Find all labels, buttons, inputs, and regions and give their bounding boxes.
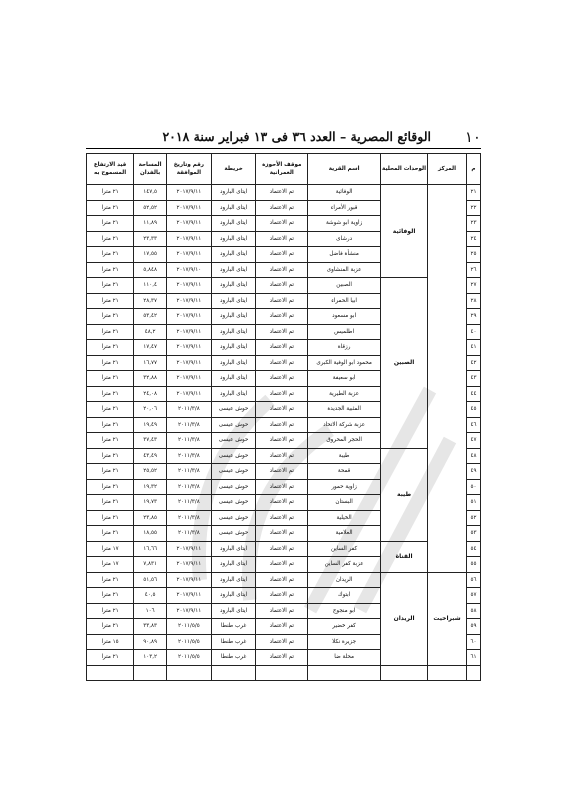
cell-village: ابو منجوج: [308, 603, 381, 619]
cell-status: تم الاعتماد: [256, 402, 308, 418]
cell-area: ١٤٧,٥: [134, 185, 167, 201]
cell-num: ٢١: [466, 185, 480, 201]
cell-map: ايتاى البارود: [211, 231, 256, 247]
cell-height: ٢١ مترا: [87, 526, 134, 542]
cell-status: تم الاعتماد: [256, 433, 308, 449]
cell-village: الوفائية: [308, 185, 381, 201]
cell-num: ٢٦: [466, 262, 480, 278]
cell-date: ٢٠١٧/٩/١١: [167, 371, 212, 387]
cell-date: ٢٠١٧/٩/١٠: [167, 262, 212, 278]
cell-num: ٢٥: [466, 247, 480, 263]
cell-height: ٢١ مترا: [87, 619, 134, 635]
cell-unit: الريدان: [381, 572, 428, 665]
header-status: موقف الأحوزة العمرانية: [256, 154, 308, 185]
cell-village: ابو مسعود: [308, 309, 381, 325]
cell-area: ١٦,٦٦: [134, 541, 167, 557]
cell-village: كفر خضير: [308, 619, 381, 635]
cell-status: تم الاعتماد: [256, 417, 308, 433]
cell-area: ٢٤,٠٨: [134, 386, 167, 402]
cell-village: الحجر المحروق: [308, 433, 381, 449]
cell-map: ايتاى البارود: [211, 355, 256, 371]
cell-date: ٢٠١١/٣/٨: [167, 479, 212, 495]
cell-center: شبراخيت: [428, 572, 467, 665]
cell-num: ٤٢: [466, 355, 480, 371]
cell-date: ٢٠١١/٣/٨: [167, 510, 212, 526]
cell-height: ٢١ مترا: [87, 588, 134, 604]
cell-height: ٢١ مترا: [87, 231, 134, 247]
cell-area: ٧,٨٣١: [134, 557, 167, 573]
cell-status: تم الاعتماد: [256, 216, 308, 232]
cell-height: ٢١ مترا: [87, 433, 134, 449]
cell-height: ٢١ مترا: [87, 464, 134, 480]
cell-status: تم الاعتماد: [256, 479, 308, 495]
cell-height: ٢١ مترا: [87, 293, 134, 309]
cell-map: ايتاى البارود: [211, 572, 256, 588]
header-unit: الوحدات المحلية: [381, 154, 428, 185]
cell-status: تم الاعتماد: [256, 324, 308, 340]
cell-unit: [381, 665, 428, 681]
cell-area: ١١,٨٩: [134, 216, 167, 232]
cell-map: [211, 665, 256, 681]
cell-height: ١٥ مترا: [87, 634, 134, 650]
cell-date: ٢٠١٧/٩/١١: [167, 200, 212, 216]
cell-area: [134, 665, 167, 681]
cell-num: ٤٥: [466, 402, 480, 418]
cell-area: ٥٢,٥٢: [134, 200, 167, 216]
cell-num: ٢٧: [466, 278, 480, 294]
cell-num: ٥٠: [466, 479, 480, 495]
cell-village: درشاى: [308, 231, 381, 247]
cell-village: رزقاة: [308, 340, 381, 356]
cell-area: ٣٧,٤٣: [134, 433, 167, 449]
cell-area: ١٧,٥٥: [134, 247, 167, 263]
cell-area: ١٦,٧٧: [134, 355, 167, 371]
cell-date: ٢٠١١/٣/٨: [167, 417, 212, 433]
cell-height: ٢١ مترا: [87, 386, 134, 402]
cell-map: ايتاى البارود: [211, 200, 256, 216]
cell-status: تم الاعتماد: [256, 247, 308, 263]
page-header: [86, 128, 481, 148]
cell-area: ٥,٨٤٨: [134, 262, 167, 278]
cell-height: ٢١ مترا: [87, 324, 134, 340]
header-height: قيد الارتفاع المسموح به: [87, 154, 134, 185]
cell-map: حوش عيسى: [211, 417, 256, 433]
cell-num: ٢٣: [466, 216, 480, 232]
cell-date: ٢٠١١/٥/٥: [167, 650, 212, 666]
cell-area: ١٠٣,٢: [134, 650, 167, 666]
cell-map: ايتاى البارود: [211, 340, 256, 356]
cell-village: قبور الأمراء: [308, 200, 381, 216]
cell-status: تم الاعتماد: [256, 185, 308, 201]
table-row: [87, 448, 481, 464]
cell-num: ٦١: [466, 650, 480, 666]
cell-num: ٤١: [466, 340, 480, 356]
cell-height: ٢١ مترا: [87, 247, 134, 263]
cell-num: ٢٨: [466, 293, 480, 309]
cell-area: ١١٠,٤: [134, 278, 167, 294]
cell-map: حوش عيسى: [211, 448, 256, 464]
cell-status: تم الاعتماد: [256, 634, 308, 650]
cell-map: حوش عيسى: [211, 402, 256, 418]
cell-village: عزبة الطيرية: [308, 386, 381, 402]
cell-status: تم الاعتماد: [256, 603, 308, 619]
cell-date: ٢٠١٧/٩/١١: [167, 185, 212, 201]
cell-village: قمحة: [308, 464, 381, 480]
table-row: [87, 278, 481, 294]
cell-status: تم الاعتماد: [256, 526, 308, 542]
cell-map: ايتاى البارود: [211, 247, 256, 263]
cell-map: غرب طنطا: [211, 650, 256, 666]
cell-height: ١٧ مترا: [87, 541, 134, 557]
cell-area: ٤٠,٥: [134, 588, 167, 604]
cell-area: ١٨,٥٥: [134, 526, 167, 542]
cell-height: ٢١ مترا: [87, 309, 134, 325]
cell-date: ٢٠١٧/٩/١١: [167, 324, 212, 340]
cell-map: ايتاى البارود: [211, 371, 256, 387]
cell-village: ابيا الحمراء: [308, 293, 381, 309]
cell-height: ٢١ مترا: [87, 510, 134, 526]
cell-village: كفر الساين: [308, 541, 381, 557]
cell-num: ٤٣: [466, 371, 480, 387]
cell-village: الخيلية: [308, 510, 381, 526]
cell-height: ٢١ مترا: [87, 278, 134, 294]
cell-area: ١٧,٤٧: [134, 340, 167, 356]
cell-area: ٣٣,٨٣: [134, 619, 167, 635]
cell-map: ايتاى البارود: [211, 216, 256, 232]
cell-num: ٤٠: [466, 324, 480, 340]
cell-status: تم الاعتماد: [256, 588, 308, 604]
header-rule: [86, 148, 481, 149]
cell-date: ٢٠١١/٣/٨: [167, 402, 212, 418]
cell-status: [256, 665, 308, 681]
cell-status: تم الاعتماد: [256, 278, 308, 294]
cell-village: ابتوك: [308, 588, 381, 604]
cell-map: ايتاى البارود: [211, 324, 256, 340]
table-row: [87, 572, 481, 588]
cell-height: ٢١ مترا: [87, 216, 134, 232]
cell-unit: الوفائية: [381, 185, 428, 278]
cell-num: ٥٩: [466, 619, 480, 635]
cell-village: زاوية ابو شوشة: [308, 216, 381, 232]
cell-map: غرب طنطا: [211, 619, 256, 635]
cell-map: ايتاى البارود: [211, 386, 256, 402]
cell-date: ٢٠١١/٣/٨: [167, 433, 212, 449]
cell-num: ٥٨: [466, 603, 480, 619]
page-number: ١٠: [464, 128, 481, 146]
cell-village: اطلميس: [308, 324, 381, 340]
cell-height: ٢١ مترا: [87, 603, 134, 619]
cell-unit: الصبين: [381, 278, 428, 449]
cell-area: ٥٣,٤٢: [134, 309, 167, 325]
cell-village: محلة ضا: [308, 650, 381, 666]
cell-status: تم الاعتماد: [256, 619, 308, 635]
cell-map: حوش عيسى: [211, 526, 256, 542]
cell-date: ٢٠١٧/٩/١١: [167, 541, 212, 557]
cell-village: عزبة شركة الاتحاد: [308, 417, 381, 433]
cell-status: تم الاعتماد: [256, 231, 308, 247]
cell-height: ٢١ مترا: [87, 185, 134, 201]
table-row: [87, 541, 481, 557]
cell-date: ٢٠١١/٥/٥: [167, 619, 212, 635]
cell-status: تم الاعتماد: [256, 200, 308, 216]
cell-height: ٢١ مترا: [87, 340, 134, 356]
cell-area: ١٠٦: [134, 603, 167, 619]
cell-map: ايتاى البارود: [211, 541, 256, 557]
cell-date: ٢٠١٧/٩/١١: [167, 355, 212, 371]
cell-num: ٥١: [466, 495, 480, 511]
cell-village: جزيرة نكلا: [308, 634, 381, 650]
cell-date: ٢٠١٧/٩/١١: [167, 216, 212, 232]
cell-area: ٩٠,٨٩: [134, 634, 167, 650]
cell-area: ٢٣,٣٣: [134, 231, 167, 247]
cell-num: ٢٢: [466, 200, 480, 216]
cell-num: ٥٣: [466, 526, 480, 542]
cell-area: ١٩,٧٣: [134, 495, 167, 511]
cell-village: ابو سعيفة: [308, 371, 381, 387]
cell-num: ٥٢: [466, 510, 480, 526]
cell-status: تم الاعتماد: [256, 541, 308, 557]
cell-map: ايتاى البارود: [211, 557, 256, 573]
cell-date: ٢٠١٧/٩/١١: [167, 247, 212, 263]
cell-num: [466, 665, 480, 681]
table-header-row: [87, 154, 481, 185]
cell-village: عزبة كفر الساين: [308, 557, 381, 573]
cell-village: طيبة: [308, 448, 381, 464]
cell-num: ٤٩: [466, 464, 480, 480]
villages-table: [86, 153, 481, 681]
cell-village: زاوية حمور: [308, 479, 381, 495]
cell-area: ٢٥,٥٢: [134, 464, 167, 480]
cell-date: ٢٠١١/٣/٨: [167, 464, 212, 480]
cell-area: ٤٣,٤٩: [134, 448, 167, 464]
cell-num: ٢٩: [466, 309, 480, 325]
table-row: [87, 665, 481, 681]
cell-date: ٢٠١١/٣/٨: [167, 526, 212, 542]
cell-status: تم الاعتماد: [256, 464, 308, 480]
cell-status: تم الاعتماد: [256, 262, 308, 278]
cell-status: تم الاعتماد: [256, 371, 308, 387]
cell-map: ايتاى البارود: [211, 309, 256, 325]
cell-center: [428, 185, 467, 573]
cell-map: ايتاى البارود: [211, 262, 256, 278]
cell-map: ايتاى البارود: [211, 278, 256, 294]
cell-height: ٢١ مترا: [87, 479, 134, 495]
cell-village: محمود ابو الوفية الكبرى: [308, 355, 381, 371]
cell-area: ٣٢,٨٨: [134, 371, 167, 387]
cell-date: ٢٠١٧/٩/١١: [167, 293, 212, 309]
header-center: المركز: [428, 154, 467, 185]
cell-num: ٤٧: [466, 433, 480, 449]
cell-date: ٢٠١١/٣/٨: [167, 448, 212, 464]
cell-date: ٢٠١٧/٩/١١: [167, 340, 212, 356]
cell-area: ١٩,٣٢: [134, 479, 167, 495]
cell-height: ٢١ مترا: [87, 200, 134, 216]
header-village: اسم القرية: [308, 154, 381, 185]
cell-date: ٢٠١١/٥/٥: [167, 634, 212, 650]
cell-num: ٥٦: [466, 572, 480, 588]
cell-height: ٢١ مترا: [87, 495, 134, 511]
cell-height: ١٧ مترا: [87, 557, 134, 573]
cell-village: الريدان: [308, 572, 381, 588]
header-date: رقم وتاريخ الموافقة: [167, 154, 212, 185]
cell-status: تم الاعتماد: [256, 340, 308, 356]
cell-height: ٢١ مترا: [87, 650, 134, 666]
cell-village: [308, 665, 381, 681]
header-num: م: [466, 154, 480, 185]
cell-height: ٢١ مترا: [87, 402, 134, 418]
cell-map: ايتاى البارود: [211, 588, 256, 604]
cell-status: تم الاعتماد: [256, 293, 308, 309]
page-title: الوقائع المصرية – العدد ٣٦ فى ١٣ فبراير سنة ٢٠١٨: [162, 129, 431, 144]
cell-date: [167, 665, 212, 681]
cell-village: البستان: [308, 495, 381, 511]
cell-status: تم الاعتماد: [256, 510, 308, 526]
cell-date: ٢٠١٧/٩/١١: [167, 557, 212, 573]
cell-map: حوش عيسى: [211, 510, 256, 526]
cell-date: ٢٠١٧/٩/١١: [167, 386, 212, 402]
cell-date: ٢٠١٧/٩/١١: [167, 588, 212, 604]
cell-village: منشأة فاضل: [308, 247, 381, 263]
cell-map: حوش عيسى: [211, 464, 256, 480]
table-row: [87, 185, 481, 201]
cell-num: ٥٧: [466, 588, 480, 604]
cell-num: ٢٤: [466, 231, 480, 247]
cell-center: [428, 665, 467, 681]
cell-map: حوش عيسى: [211, 433, 256, 449]
cell-village: عزبة المنشاوى: [308, 262, 381, 278]
cell-height: ٢١ مترا: [87, 417, 134, 433]
cell-date: ٢٠١٧/٩/١١: [167, 278, 212, 294]
cell-status: تم الاعتماد: [256, 355, 308, 371]
cell-area: ٤٨,٢: [134, 324, 167, 340]
cell-map: غرب طنطا: [211, 634, 256, 650]
cell-num: ٤٤: [466, 386, 480, 402]
cell-height: ٢١ مترا: [87, 355, 134, 371]
cell-num: ٤٨: [466, 448, 480, 464]
cell-date: ٢٠١٧/٩/١١: [167, 309, 212, 325]
cell-date: ٢٠١١/٣/٨: [167, 495, 212, 511]
cell-unit: القناة: [381, 541, 428, 572]
cell-height: ٢١ مترا: [87, 572, 134, 588]
cell-unit: طيبة: [381, 448, 428, 541]
header-area: المساحة بالفدان: [134, 154, 167, 185]
cell-village: العلامية: [308, 526, 381, 542]
cell-num: ٥٤: [466, 541, 480, 557]
cell-height: [87, 665, 134, 681]
cell-status: تم الاعتماد: [256, 495, 308, 511]
cell-status: تم الاعتماد: [256, 448, 308, 464]
cell-num: ٤٦: [466, 417, 480, 433]
cell-status: تم الاعتماد: [256, 557, 308, 573]
cell-map: حوش عيسى: [211, 479, 256, 495]
cell-status: تم الاعتماد: [256, 650, 308, 666]
cell-status: تم الاعتماد: [256, 309, 308, 325]
cell-map: ايتاى البارود: [211, 185, 256, 201]
cell-area: ٢٠,٠٦: [134, 402, 167, 418]
cell-num: ٦٠: [466, 634, 480, 650]
cell-village: المثبية الجديدة: [308, 402, 381, 418]
cell-height: ٢١ مترا: [87, 448, 134, 464]
cell-status: تم الاعتماد: [256, 386, 308, 402]
cell-date: ٢٠١٧/٩/١١: [167, 572, 212, 588]
header-map: خريطة: [211, 154, 256, 185]
cell-height: ٢١ مترا: [87, 262, 134, 278]
cell-height: ٢١ مترا: [87, 371, 134, 387]
cell-date: ٢٠١٧/٩/١١: [167, 231, 212, 247]
cell-area: ١٩,٤٩: [134, 417, 167, 433]
cell-area: ٥١,٥٦: [134, 572, 167, 588]
cell-area: ٢٨,٣٧: [134, 293, 167, 309]
cell-map: ايتاى البارود: [211, 293, 256, 309]
cell-num: ٥٥: [466, 557, 480, 573]
cell-status: تم الاعتماد: [256, 572, 308, 588]
cell-area: ٢٣,٨٥: [134, 510, 167, 526]
cell-map: ايتاى البارود: [211, 603, 256, 619]
cell-map: حوش عيسى: [211, 495, 256, 511]
cell-date: ٢٠١٧/٩/١١: [167, 603, 212, 619]
table-body: [87, 185, 481, 681]
cell-village: الصبين: [308, 278, 381, 294]
